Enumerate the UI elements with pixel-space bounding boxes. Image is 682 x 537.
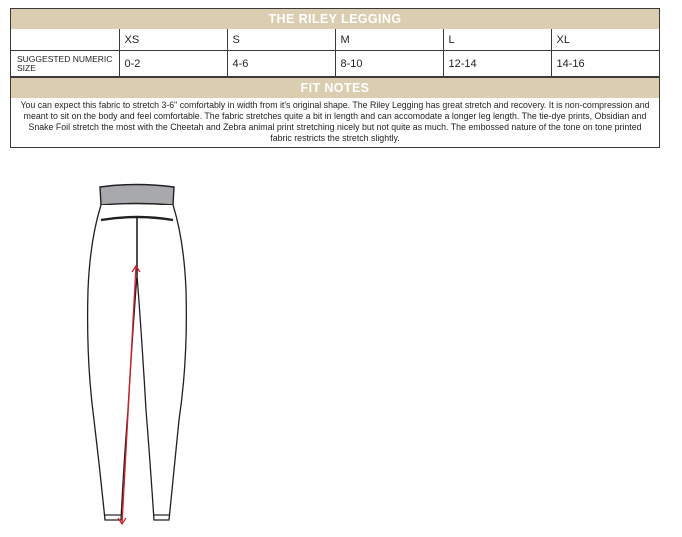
size-s: S (227, 29, 335, 51)
numeric-size-row (11, 51, 659, 77)
size-xl: XL (551, 29, 659, 51)
size-chart (10, 8, 660, 148)
numeric-l: 12-14 (443, 51, 551, 77)
numeric-m: 8-10 (335, 51, 443, 77)
size-row (11, 29, 659, 51)
legging-icon (70, 180, 210, 532)
size-table (11, 29, 659, 77)
size-xs: XS (119, 29, 227, 51)
waistband-shape (100, 185, 174, 206)
fit-notes-title: FIT NOTES (11, 77, 659, 98)
numeric-size-label: SUGGESTED NUMERIC SIZE (11, 51, 119, 77)
numeric-s: 4-6 (227, 51, 335, 77)
chart-title: THE RILEY LEGGING (11, 9, 659, 29)
numeric-xs: 0-2 (119, 51, 227, 77)
numeric-xl: 14-16 (551, 51, 659, 77)
size-header-empty (11, 29, 119, 51)
size-m: M (335, 29, 443, 51)
fit-notes-text: You can expect this fabric to stretch 3-6" comfortably in width from it's original shape. The Riley Legging has great stretch and recovery. It is non-compression and meant to sit on the body and feel comfortable. The fabric stretches quite a bit in length and can accomodate a longer leg length. The tie-dye prints, Obsidian and Snake Foil stretch the most with the Cheetah and Zebra animal print stretching nicely but not quite as much. The embossed nature of the tone on tone printed fabric restricts the stretch slightly. (20, 100, 650, 143)
legging-illustration (70, 180, 210, 532)
size-l: L (443, 29, 551, 51)
